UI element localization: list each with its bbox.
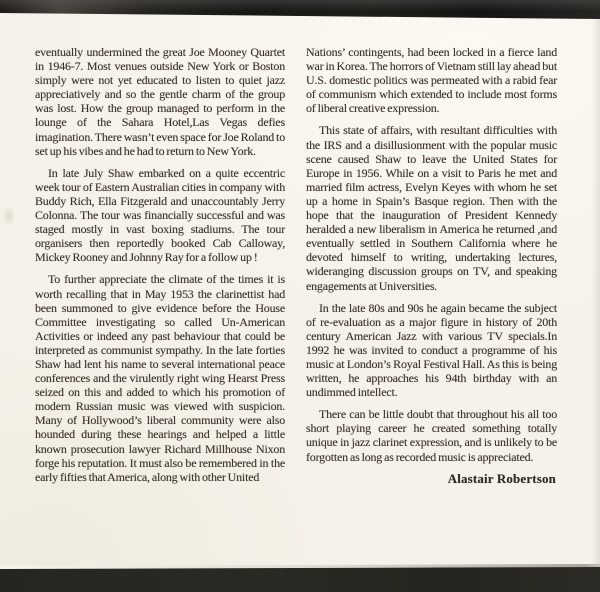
paragraph: To further appreciate the climate of the times it is worth recalling that in May 1953 the clarinettist had been summoned to give evidence before the House Committee investigating so called Un-American Activities or indeed any past behaviour that could be interpreted as communist sympathy. In the late forties Shaw had lent his name to several international peace conferences and the virulently right wing Hearst Press seized on this and added to which his promotion of modern Russian music was viewed with suspicion. Many of Hollywood’s liberal community were also hounded during these hearings and helped a little known prosecution lawyer Richard Millhouse Nixon forge his reputation. It must also be remembered in the early fifties that America, along with other United xyxy=(35,272,285,484)
right-column xyxy=(306,45,557,492)
paragraph: eventually undermined the great Joe Mooney Quartet in 1946-7. Most venues outside New York or Boston simply were not yet educated to listen to quiet jazz appreciatively and so the gentle charm of the group was lost. How the group managed to perform in the lounge of the Sahara Hotel,Las Vegas defies imagination. There wasn’t even space for Joe Roland to set up his vibes and he had to return to New York. xyxy=(35,45,285,158)
left-column xyxy=(35,45,285,492)
paragraph: In late July Shaw embarked on a quite eccentric week tour of Eastern Australian cities in company with Buddy Rich, Ella Fitzgerald and unaccountably Jerry Colonna. The tour was financially successful and was staged mostly in vast boxing stadiums. The tour organisers then reportedly booked Cab Calloway, Mickey Rooney and Johnny Ray for a follow up ! xyxy=(35,165,285,265)
paragraph: Nations’ contingents, had been locked in a fierce land war in Korea. The horrors of Vietnam still lay ahead but U.S. domestic politics was permeated with a rabid fear of communism which extended to include most forms of liberal creative expression. xyxy=(306,45,557,116)
paragraph: This state of affairs, with resultant difficulties with the IRS and a disillusionment with the popular music scene caused Shaw to leave the United States for Europe in 1956. While on a visit to Paris he met and married film actress, Evelyn Keyes with whom he set up a home in Spain’s Basque region. Then with the hope that the inauguration of President Kennedy heralded a new liberalism in America he returned ,and eventually settled in Southern California where he devoted himself to writing, undertaking lectures, wideranging discussion groups on TV, and speaking engagements at Universities. xyxy=(306,123,557,293)
bottom-black-bar xyxy=(0,567,600,592)
liner-notes-text xyxy=(35,45,557,492)
paper-smudge xyxy=(2,205,16,227)
bottom-edge xyxy=(0,564,600,592)
paragraph: There can be little doubt that throughout his all too short playing career he created something totally unique in jazz clarinet expression, and is unlikely to be forgotten as long as recorded music is appreciated. xyxy=(306,407,557,464)
top-edge xyxy=(0,0,600,20)
page-right-shadow xyxy=(592,14,600,566)
author-signature: Alastair Robertson xyxy=(447,471,556,486)
paragraph: In the late 80s and 90s he again became the subject of re-evaluation as a major figure in history of 20th century American Jazz with various TV specials.In 1992 he was invited to conduct a programme of his music at London’s Royal Festival Hall. As this is being written, he approaches his 94th birthday with an undimmed intellect. xyxy=(306,300,557,400)
